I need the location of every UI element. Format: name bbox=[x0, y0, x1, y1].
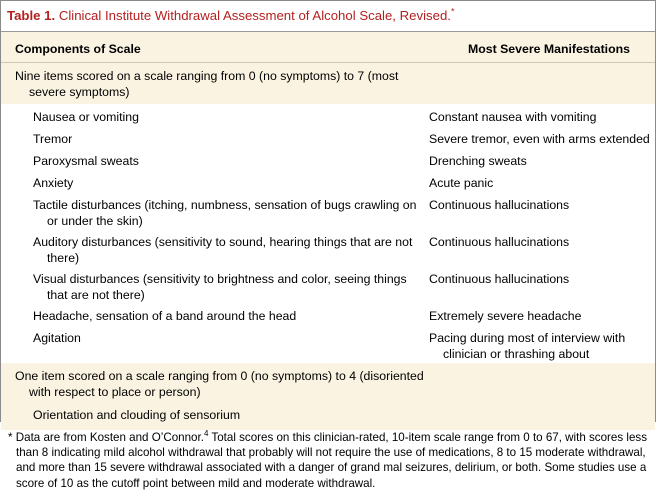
component-cell: Tactile disturbances (itching, numbness, sensation of bugs crawling on or under the skin) bbox=[33, 198, 417, 228]
table-row bbox=[1, 402, 655, 430]
table-row bbox=[1, 229, 655, 266]
table-row bbox=[1, 266, 655, 303]
component-cell: Visual disturbances (sensitivity to brightness and color, seeing things that are not there) bbox=[33, 272, 407, 302]
table-row bbox=[1, 148, 655, 170]
component-cell: Tremor bbox=[33, 132, 73, 146]
column-header-components: Components of Scale bbox=[15, 42, 141, 56]
section-text: Nine items scored on a scale ranging from 0 (no symptoms) to 7 (most severe symptoms) bbox=[15, 69, 399, 99]
title-footnote-marker: * bbox=[450, 6, 455, 17]
component-cell: Nausea or vomiting bbox=[33, 110, 139, 124]
reference-superscript: 4 bbox=[203, 429, 209, 439]
manifestation-cell: Continuous hallucinations bbox=[429, 235, 570, 249]
footnote-body: Total scores on this clinician-rated, 10-item scale range from 0 to 67, with scores less than 8 indicating mild alcohol withdrawal that probably will not require the use of medications, 8 to 15 moderate withdrawal, and more than 15 severe withdrawal associated with a danger of grand mal seizures, delirium, or both. Some studies use a score of 10 as the cutoff point between mild and moderate withdrawal. bbox=[16, 431, 647, 490]
column-header-manifestations: Most Severe Manifestations bbox=[468, 42, 630, 56]
component-cell: Headache, sensation of a band around the head bbox=[33, 309, 297, 323]
manifestation-cell: Drenching sweats bbox=[429, 154, 527, 168]
table-footnote bbox=[2, 430, 656, 491]
section-row-nine-items bbox=[1, 63, 655, 104]
table-body bbox=[1, 63, 655, 430]
footnote-source: Data are from Kosten and O’Connor. bbox=[15, 431, 204, 444]
table-label: Table 1. bbox=[7, 8, 56, 23]
component-cell: Anxiety bbox=[33, 176, 74, 190]
footnote-text bbox=[2, 430, 656, 491]
table-row bbox=[1, 325, 655, 363]
component-cell: Auditory disturbances (sensitivity to sound, hearing things that are not there) bbox=[33, 235, 413, 265]
section-text: One item scored on a scale ranging from 0 (no symptoms) to 4 (disoriented with respect to place or person) bbox=[15, 369, 424, 399]
manifestation-cell: Constant nausea with vomiting bbox=[429, 110, 597, 124]
manifestation-cell: Pacing during most of interview with clinician or thrashing about bbox=[429, 331, 626, 361]
table-header-row bbox=[1, 32, 655, 63]
component-cell: Paroxysmal sweats bbox=[33, 154, 139, 168]
table-row bbox=[1, 192, 655, 229]
section-row-one-item bbox=[1, 363, 655, 402]
table-row bbox=[1, 104, 655, 126]
component-cell: Agitation bbox=[33, 331, 81, 345]
manifestation-cell: Extremely severe headache bbox=[429, 309, 582, 323]
manifestation-cell: Continuous hallucinations bbox=[429, 272, 570, 286]
manifestation-cell: Acute panic bbox=[429, 176, 494, 190]
table-row bbox=[1, 126, 655, 148]
table-row bbox=[1, 170, 655, 192]
manifestation-cell: Severe tremor, even with arms extended bbox=[429, 132, 650, 146]
manifestation-cell: Continuous hallucinations bbox=[429, 198, 570, 212]
footnote-marker: * bbox=[8, 431, 13, 444]
component-cell: Orientation and clouding of sensorium bbox=[33, 408, 241, 422]
table-title-text: Clinical Institute Withdrawal Assessment of Alcohol Scale, Revised. bbox=[58, 8, 451, 23]
table-title bbox=[1, 1, 655, 32]
table-row bbox=[1, 303, 655, 325]
